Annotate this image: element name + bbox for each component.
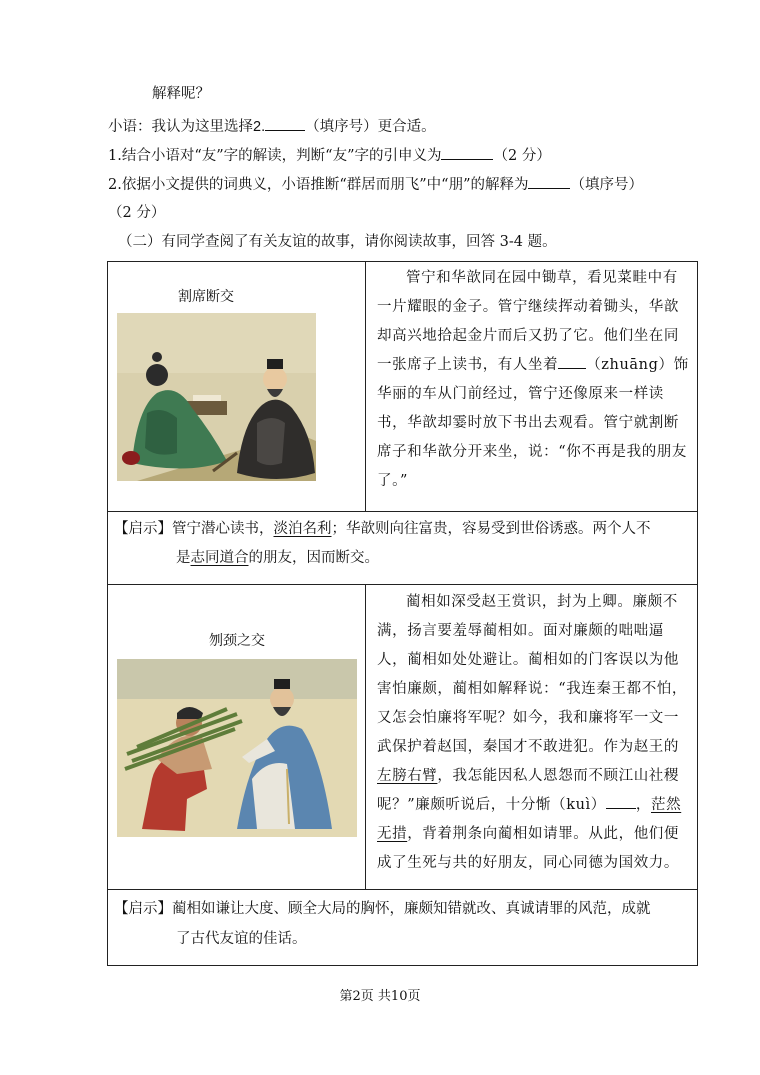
answer-blank-q1[interactable] bbox=[441, 145, 493, 160]
story1-hint-text-c: 是 bbox=[176, 550, 191, 566]
story1-hint-text-d: 的朋友，因而断交。 bbox=[248, 550, 379, 566]
story2-text bbox=[377, 588, 690, 878]
story1-text-part2: 饰华丽的车从门前经过，管宁还像原来一样读书，华歆却霎时放下书出去观看。管宁就割断席子和华歆分开来坐，说：“你不再是我的朋友了。” bbox=[377, 357, 689, 489]
line-xiaoyu-choice bbox=[108, 116, 436, 137]
story1-title: 割席断交 bbox=[178, 289, 234, 305]
story2-hint-line1 bbox=[114, 899, 651, 919]
question-1 bbox=[108, 145, 551, 166]
story1-hint-text-a: 管宁潜心读书， bbox=[172, 521, 274, 537]
story2-underline-1: 左膀右臂 bbox=[377, 768, 438, 784]
story2-text-part1: 蔺相如深受赵王赏识，封为上卿。廉颇不满，扬言要羞辱蔺相如。面对廉颇的咄咄逼人，蔺相如处处避让。蔺相如的门客误以为他害怕廉颇，蔺相如解释说：“我连秦王都不怕，又怎会怕廉将军呢？如今，我和廉将军一文一武保护着赵国，秦国才不敢进犯。作为赵王的 bbox=[377, 594, 688, 755]
story2-painting bbox=[117, 659, 357, 837]
story1-divider bbox=[365, 261, 366, 512]
story2-illustration bbox=[117, 659, 357, 837]
question-1-text: 1.结合小语对“友”字的解读，判断“友”字的引申义为 bbox=[108, 148, 442, 164]
story1-illustration bbox=[117, 313, 316, 481]
story1-text-part1: 管宁和华歆同在园中锄草，看见菜畦中有一片耀眼的金子。管宁继续挥动着锄头，华歆却高兴地拾起金片而后又扔了它。他们坐在同一张席子上读书，有人坐着 bbox=[377, 270, 679, 373]
story2-text-part3: ， bbox=[635, 797, 651, 813]
story2-text-part4: ，背着荆条向蔺相如请罪。从此，他们便成了生死与共的好朋友，同心同德为国效力。 bbox=[377, 826, 680, 871]
answer-blank-choice[interactable] bbox=[265, 116, 305, 131]
story1-hint-line2 bbox=[176, 548, 379, 568]
story2-hint-line2: 了古代友谊的佳话。 bbox=[176, 931, 307, 947]
story1-text bbox=[377, 264, 690, 496]
story1-hint-label: 【启示】 bbox=[114, 521, 172, 537]
page-footer: 第2页 共10页 bbox=[339, 989, 421, 1004]
question-2-text: 2.依据小文提供的词典义，小语推断“群居而朋飞”中“朋”的解释为 bbox=[108, 177, 529, 193]
question-1-score: （2 分） bbox=[493, 148, 551, 164]
choice-suffix: （填序号）更合适。 bbox=[305, 119, 436, 135]
story1-hint-underline-2: 志同道合 bbox=[190, 550, 249, 566]
choice-prefix: 小语：我认为这里选择 bbox=[108, 119, 253, 135]
story1-hint-line1 bbox=[114, 519, 651, 539]
story2-hint-text-a: 蔺相如谦让大度、顾全大局的胸怀，廉颇知错就改、真诚请罪的风范，成就 bbox=[172, 901, 651, 917]
story1-hint-underline-1: 淡泊名利 bbox=[273, 521, 332, 537]
section-heading: （二）有同学查阅了有关友谊的故事，请你阅读故事，回答 3-4 题。 bbox=[118, 234, 557, 250]
question-2-suffix: （填序号） bbox=[570, 177, 643, 193]
line-explain: 解释呢？ bbox=[152, 86, 210, 102]
answer-blank-kui[interactable] bbox=[606, 792, 636, 809]
story1-pinyin: （zhuāng） bbox=[586, 357, 674, 373]
answer-blank-zhuang[interactable] bbox=[558, 352, 586, 369]
story1-painting bbox=[117, 313, 316, 481]
story2-divider bbox=[365, 584, 366, 890]
story2-underline-2: 茫然无措 bbox=[377, 797, 682, 842]
story2-pinyin: （kuì） bbox=[551, 797, 606, 813]
story2-title: 刎颈之交 bbox=[209, 633, 265, 649]
choice-number: 2. bbox=[253, 119, 266, 135]
question-2-score: （2 分） bbox=[108, 205, 166, 221]
story2-text-part2: ，我怎能因私人恩怨而不顾江山社稷呢？”廉颇听说后，十分惭 bbox=[377, 768, 680, 813]
story1-hint-text-b: ；华歆则向往富贵，容易受到世俗诱惑。两个人不 bbox=[331, 521, 651, 537]
story2-hint-label: 【启示】 bbox=[114, 901, 172, 917]
answer-blank-q2[interactable] bbox=[528, 174, 570, 189]
question-2 bbox=[108, 174, 643, 195]
